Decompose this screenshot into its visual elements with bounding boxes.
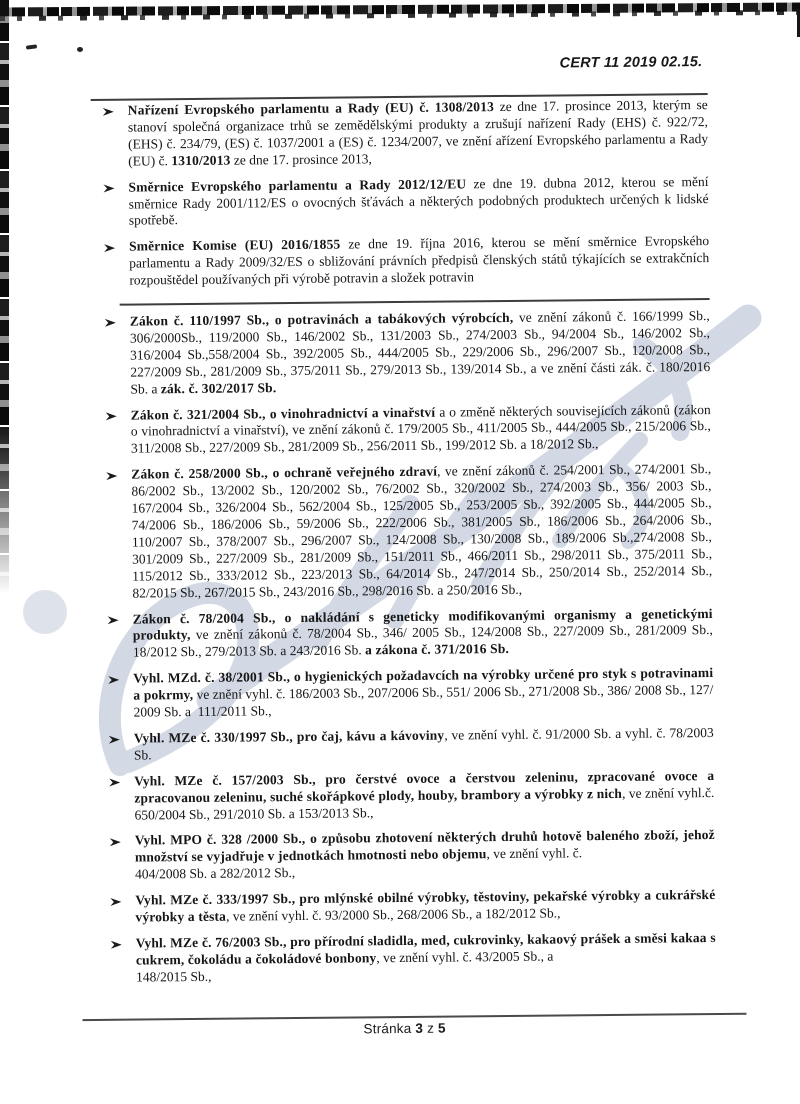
regulation-item (103, 233, 713, 290)
regulation-item (105, 401, 715, 459)
regulation-amendments: , ve znění vyhl. č. 404/2008 Sb. a 282/2012 Sb., (135, 845, 583, 882)
arrowhead-right-icon (108, 675, 119, 685)
regulation-text (135, 929, 720, 986)
regulation-item (104, 307, 714, 398)
regulation-amendments: ve znění zákonů č. 78/2004 Sb., 346/ 2005 Sb., 124/2008 Sb., 227/2009 Sb., 281/2009 Sb., 18/2012 Sb., 279/2013 Sb. a 243/2016 Sb. (132, 622, 717, 660)
regulation-item (109, 827, 719, 884)
regulation-item (109, 887, 719, 927)
regulation-title: Zákon č. 78/2004 Sb., o nakládání s geneticky modifikovanými organismy a genetickými produkty, (132, 605, 717, 643)
regulation-amendments: , ve znění zákonů č. 254/2001 Sb., 274/2001 Sb., 86/2002 Sb., 13/2002 Sb., 120/2002 Sb., 76/2002 Sb., 320/2002 Sb., 274/2003 Sb., 356/ 2003 Sb., 167/2004 Sb., 326/2004 Sb., 562/2004 Sb., 125/2005 Sb., 253/2005 Sb., 392/2005 Sb., 444/2005 Sb., 74/2006 Sb., 186/2006 Sb., 59/2006 Sb., 222/2006 Sb., 381/2005 Sb., 186/2006 Sb., 264/2006 Sb., 110/2007 Sb., 378/2007 Sb., 296/2007 Sb., 124/2008 Sb., 130/2008 Sb., 189/2006 Sb.,274/2008 Sb., 301/2009 Sb., 227/2009 Sb., 281/2009 Sb., 151/2011 Sb., 466/2011 Sb., 298/2011 Sb., 375/2011 Sb., 115/2012 Sb., 333/2012 Sb., 223/2013 Sb., 64/2014 Sb., 247/2014 Sb., 250/2014 Sb., 252/2014 Sb., 82/2015 Sb., 267/2015 Sb., 243/2016 Sb., 298/2016 Sb. a 250/2016 Sb., (131, 461, 716, 601)
arrowhead-right-icon (106, 411, 117, 421)
page-footer (5, 1017, 800, 1040)
regulation-item (107, 665, 717, 722)
footer-total-pages: 5 (437, 1020, 446, 1036)
regulation-text (134, 767, 718, 824)
regulation-title: Zákon č. 110/1997 Sb., o potravinách a tabákových výrobcích, (129, 309, 514, 329)
regulation-title: Vyhl. MZe č. 330/1997 Sb., pro čaj, kávu a kávoviny (133, 727, 445, 746)
regulation-title: Zákon č. 321/2004 Sb., o vinohradnictví a vinařství (130, 404, 436, 423)
regulation-tail: ze dne 17. prosince 2013, (230, 150, 372, 168)
regulation-title: Nařízení Evropského parlamentu a Rady (EU) č. 1308/2013 (127, 99, 495, 118)
arrowhead-right-icon (111, 940, 122, 950)
regulation-title: Vyhl. MZe č. 333/1997 Sb., pro mlýnské obilné výrobky, těstoviny, pekařské výrobky a cukrářské výrobky a těsta (135, 887, 719, 925)
regulation-text (131, 461, 716, 602)
regulation-title: Směrnice Evropského parlamentu a Rady 2012/12/EU (128, 175, 467, 195)
regulation-item (102, 96, 712, 170)
regulation-amendments: , ve znění vyhl.č. 650/2004 Sb., 291/2010 Sb. a 153/2013 Sb., (134, 784, 718, 823)
regulation-text (133, 724, 718, 764)
regulation-amendments: , ve znění vyhl. č. 43/2005 Sb., a 148/2015 Sb., (136, 948, 554, 985)
regulation-text (129, 233, 713, 289)
regulation-item (102, 173, 713, 231)
arrowhead-right-icon (105, 318, 116, 328)
national-regulations-list (104, 307, 720, 996)
footer-prefix: Stránka (363, 1020, 412, 1037)
regulation-title: Směrnice Komise (EU) 2016/1855 (129, 236, 341, 254)
divider-middle (120, 298, 710, 305)
footer-separator: z (426, 1020, 435, 1036)
regulation-item (108, 724, 718, 765)
arrowhead-right-icon (103, 107, 114, 117)
regulation-title: Vyhl. MPO č. 328 /2000 Sb., o způsobu zhotovení některých druhů hotově baleného zboží, jehož množství se vyjadřuje v jednotkách hmotnosti nebo objemu (134, 827, 719, 865)
arrowhead-right-icon (109, 735, 120, 745)
regulation-title: Zákon č. 258/2000 Sb., o ochraně veřejného zdraví (131, 463, 438, 482)
document-code: CERT 11 2019 02.15. (559, 54, 703, 72)
regulation-title: Vyhl. MZe č. 76/2003 Sb., pro přírodní sladidla, med, cukrovinky, kakaový prášek a směsi kakaa s cukrem, čokoládu a čokoládové bonbony (135, 929, 720, 968)
regulation-amendments: ze dne 19. dubna 2012, kterou se mění směrnice Rady 2001/112/ES o ovocných šťávách a některých podobných produktech určených k lidské spotřebě. (128, 173, 713, 229)
regulation-item (110, 929, 720, 987)
regulation-text (128, 173, 713, 230)
arrowhead-right-icon (110, 897, 121, 907)
regulation-ref-bold: a zákona č. 371/2016 Sb. (365, 641, 510, 658)
arrowhead-right-icon (108, 615, 119, 625)
arrowhead-right-icon (104, 243, 115, 253)
regulation-ref-bold: 1310/2013 (171, 152, 231, 168)
regulation-amendments: a o změně některých souvisejících zákonů (zákon o vinohradnictví a vinařství), ve znění zákonů č. 179/2005 Sb., 411/2005 Sb., 444/2005 Sb., 215/2006 Sb., 311/2008 Sb., 227/2009 Sb., 281/2009 Sb., 256/2011 Sb., 199/2012 Sb. a 18/2012 Sb., (130, 401, 715, 456)
regulation-text (130, 401, 715, 458)
regulation-title: Vyhl. MZd. č. 38/2001 Sb., o hygienických požadavcích na výrobky určené pro styk s potravinami a pokrmy, (133, 665, 717, 703)
regulation-amendments: ze dne 19. října 2016, kterou se mění směrnice Evropského parlamentu a Rady 2009/32/ES o sbližování právních předpisů členských států týkajících se extrakčních rozpouštědel používaných při výrobě potravin a složek potravin (129, 233, 713, 288)
regulation-amendments: ve znění vyhl. č. 186/2003 Sb., 207/2006 Sb., 551/ 2006 Sb., 271/2008 Sb., 386/ 2008 Sb., 127/ 2009 Sb. a 111/2011 Sb., (133, 682, 717, 720)
regulation-item (107, 605, 717, 663)
regulation-item (108, 767, 718, 825)
eu-regulations-list (102, 96, 713, 299)
regulation-text (135, 887, 719, 926)
regulation-text (134, 827, 719, 883)
arrowhead-right-icon (106, 471, 117, 481)
footer-page-number: 3 (415, 1020, 424, 1036)
arrowhead-right-icon (109, 777, 120, 787)
regulation-text (129, 307, 714, 398)
regulation-item (105, 461, 716, 602)
regulation-title: Vyhl. MZe č. 157/2003 Sb., pro čerstvé ovoce a čerstvou zeleninu, zpracované ovoce a zpracovanou zeleninu, suché skořápkové plody, houby, brambory a výrobky z nich (134, 767, 718, 806)
scan-noise-left (0, 0, 9, 600)
regulation-amendments: ze dne 17. prosince 2013, kterým se stanoví společná organizace trhů se zemědělskými produkty a zrušují nařízení Rady (EHS) č. 922/72, (EHS) č. 234/79, (ES) č. 1037/2001 a (ES) č. 1234/2007, ve znění ařízení Evropského parlamentu a Rady (EU) č. (127, 96, 712, 169)
regulation-amendments: ve znění zákonů č. 166/1999 Sb., 306/2000Sb., 119/2000 Sb., 146/2002 Sb., 131/2003 Sb., 274/2003 Sb., 94/2004 Sb., 146/2002 Sb., 316/2004 Sb.,558/2004 Sb., 392/2005 Sb., 444/2005 Sb., 229/2006 Sb., 296/2007 Sb., 120/2008 Sb., 227/2009 Sb., 281/2009 Sb., 375/2011 Sb., 279/2013 Sb., 139/2014 Sb., a ve znění části zák. č. 180/2016 Sb. a (129, 307, 714, 397)
arrowhead-right-icon (110, 837, 121, 847)
regulation-ref-bold: zák. č. 302/2017 Sb. (160, 379, 277, 396)
regulation-text (127, 96, 712, 170)
regulation-amendments: , ve znění vyhl. č. 93/2000 Sb., 268/2006 Sb., a 182/2012 Sb., (225, 905, 561, 924)
ink-smudge (77, 47, 83, 52)
regulation-text (132, 605, 717, 662)
regulation-amendments: , ve znění vyhl. č. 91/2000 Sb. a vyhl. č. 78/2003 Sb. (133, 724, 718, 763)
regulation-text (133, 665, 717, 721)
arrowhead-right-icon (103, 183, 114, 193)
